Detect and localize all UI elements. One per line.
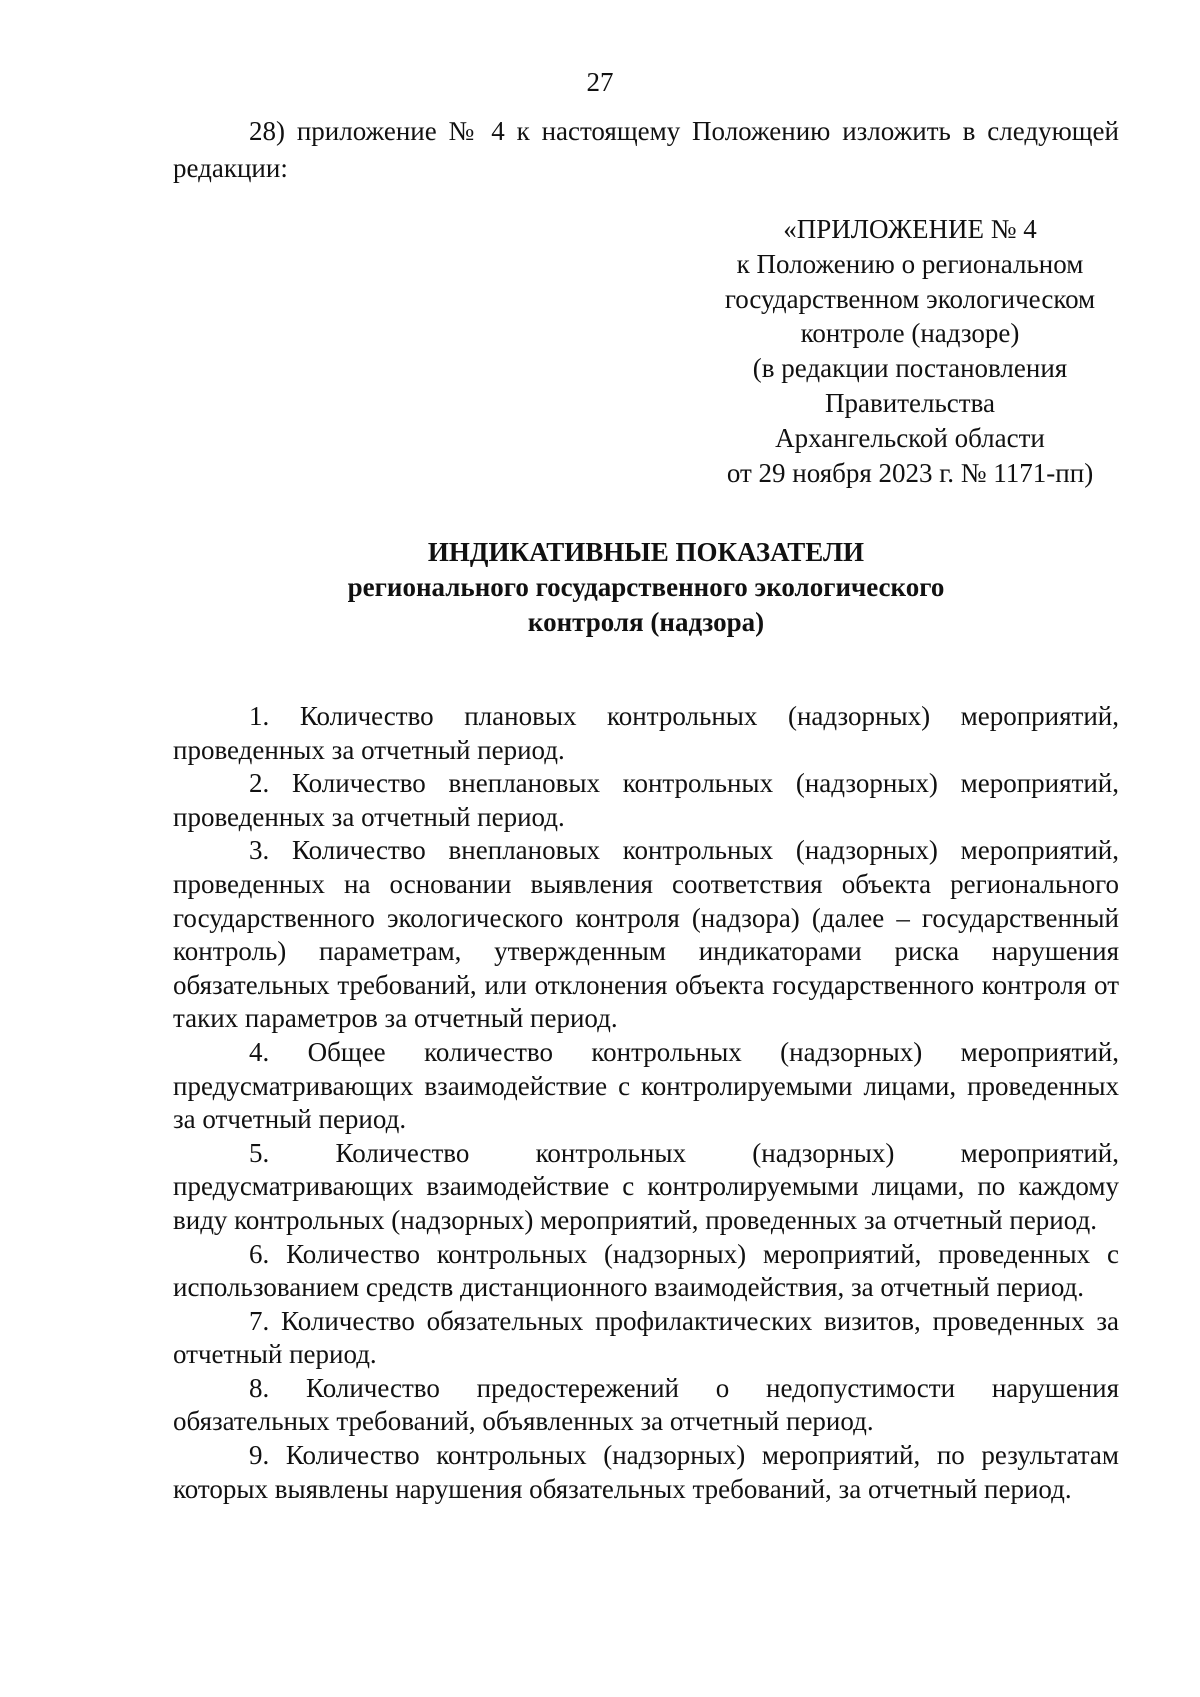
annex-header-line: Архангельской области xyxy=(775,422,1045,453)
document-title xyxy=(173,535,1119,640)
indicator-item: 4. Общее количество контрольных (надзорных) мероприятий, предусматривающих взаимодействие с контролируемыми лицами, проведенных за отчетный период. xyxy=(173,1036,1119,1135)
indicator-item: 2. Количество внеплановых контрольных (надзорных) мероприятий, проведенных за отчетный период. xyxy=(173,768,1119,832)
annex-header xyxy=(700,212,1120,490)
subtitle-line: регионального государственного экологического xyxy=(347,572,945,602)
intro-paragraph: 28) приложение № 4 к настоящему Положению изложить в следующей редакции: xyxy=(173,116,1119,183)
annex-header-line: Правительства xyxy=(825,387,995,418)
indicator-item: 8. Количество предостережений о недопустимости нарушения обязательных требований, объявленных за отчетный период. xyxy=(173,1372,1119,1437)
indicator-item: 3. Количество внеплановых контрольных (надзорных) мероприятий, проведенных на основании выявления соответствия объекта регионального государственного экологического контроля (надзора) (далее – государственный контроль) параметрам, утвержденным индикаторами риска нарушения обязательных требований, или отклонения объекта государственного контроля от таких параметров за отчетный период. xyxy=(173,835,1119,1034)
page-number: 27 xyxy=(586,67,614,97)
annex-header-line: к Положению о региональном xyxy=(736,248,1084,279)
subtitle-line: контроля (надзора) xyxy=(527,607,765,637)
title-line: ИНДИКАТИВНЫЕ ПОКАЗАТЕЛИ xyxy=(427,537,865,567)
indicator-item: 6. Количество контрольных (надзорных) мероприятий, проведенных с использованием средств дистанционного взаимодействия, за отчетный период. xyxy=(173,1238,1119,1303)
indicator-item: 5. Количество контрольных (надзорных) мероприятий, предусматривающих взаимодействие с контролируемыми лицами, по каждому виду контрольных (надзорных) мероприятий, проведенных за отчетный период. xyxy=(173,1137,1119,1235)
indicator-item: 9. Количество контрольных (надзорных) мероприятий, по результатам которых выявлены нарушения обязательных требований, за отчетный период. xyxy=(173,1440,1119,1504)
indicator-item: 7. Количество обязательных профилактических визитов, проведенных за отчетный период. xyxy=(173,1305,1119,1370)
annex-header-line: «ПРИЛОЖЕНИЕ № 4 xyxy=(783,214,1037,244)
annex-header-line: государственном экологическом xyxy=(724,283,1096,314)
annex-header-line: (в редакции постановления xyxy=(752,353,1068,384)
indicators-list xyxy=(173,700,1119,1506)
indicator-item: 1. Количество плановых контрольных (надзорных) мероприятий, проведенных за отчетный период. xyxy=(173,701,1119,765)
annex-header-line: контроле (надзоре) xyxy=(800,318,1020,349)
annex-header-line: от 29 ноября 2023 г. № 1171-пп) xyxy=(726,457,1094,488)
